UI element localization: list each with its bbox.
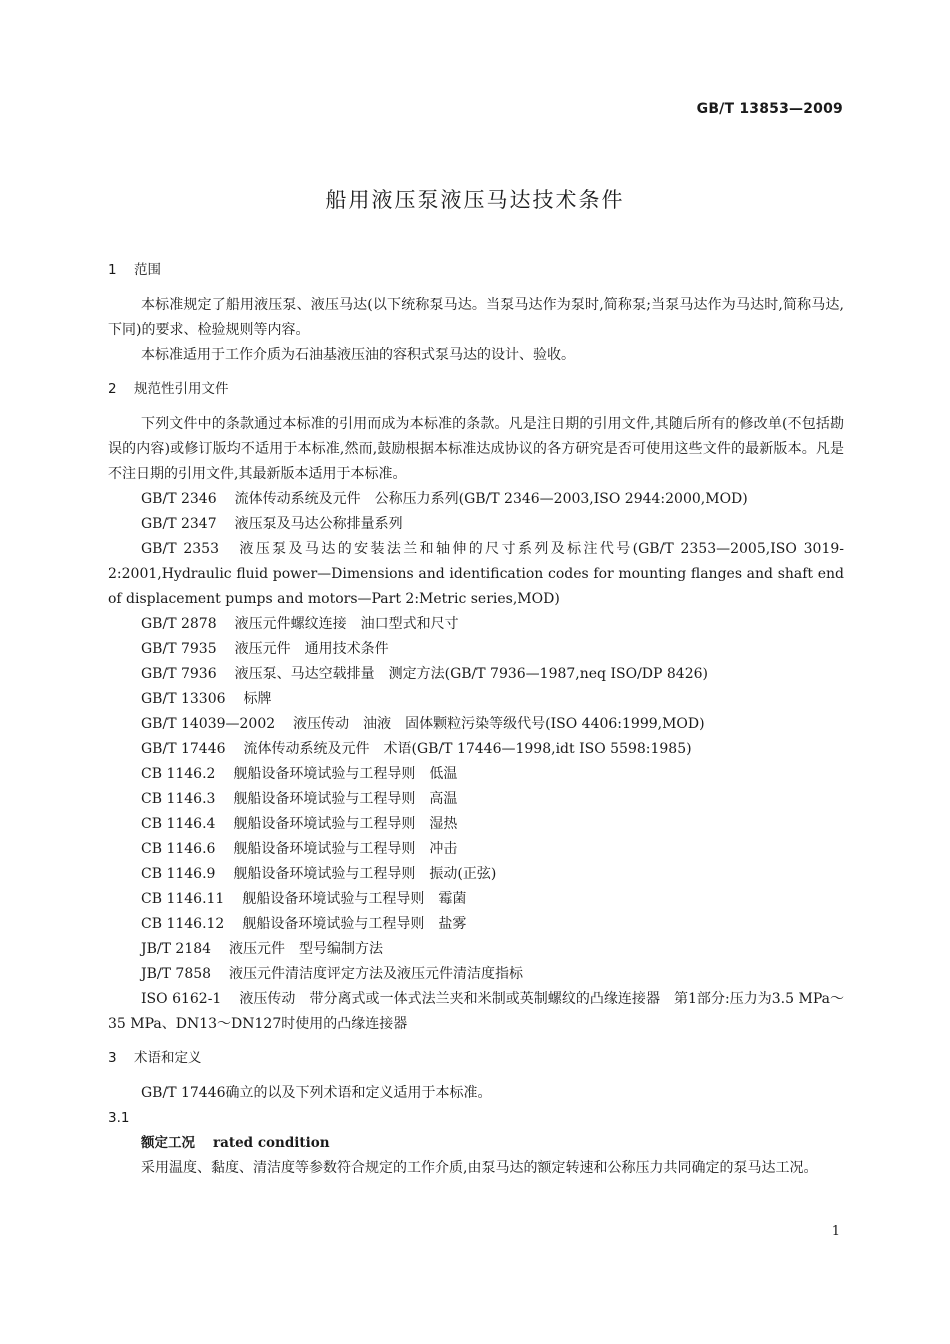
term-heading <box>108 1131 844 1156</box>
reference-code: GB/T 14039—2002 <box>141 716 276 732</box>
reference-code: CB 1146.12 <box>141 916 225 932</box>
reference-item <box>108 737 844 762</box>
reference-code: GB/T 2346 <box>141 491 217 507</box>
reference-item <box>108 787 844 812</box>
reference-item <box>108 887 844 912</box>
reference-text: 流体传动系统及元件 术语(GB/T 17446—1998,idt ISO 5598:1985) <box>243 741 692 757</box>
reference-item <box>108 612 844 637</box>
reference-text: 标牌 <box>243 691 272 707</box>
reference-code: GB/T 7936 <box>141 666 217 682</box>
reference-code: CB 1146.3 <box>141 791 216 807</box>
reference-text: 流体传动系统及元件 公称压力系列(GB/T 2346—2003,ISO 2944:2000,MOD) <box>234 491 748 507</box>
standard-code: GB/T 13853—2009 <box>696 101 843 117</box>
reference-item <box>108 812 844 837</box>
reference-code: CB 1146.9 <box>141 866 216 882</box>
paragraph: 下列文件中的条款通过本标准的引用而成为本标准的条款。凡是注日期的引用文件,其随后所有的修改单(不包括勘误的内容)或修订版均不适用于本标准,然而,鼓励根据本标准达成协议的各方研究是否可使用这些文件的最新版本。凡是不注日期的引用文件,其最新版本适用于本标准。 <box>108 416 844 482</box>
reference-code: GB/T 2353 <box>141 541 219 557</box>
paragraph: 本标准适用于工作介质为石油基液压油的容积式泵马达的设计、验收。 <box>141 347 575 363</box>
term-definition: 采用温度、黏度、清洁度等参数符合规定的工作介质,由泵马达的额定转速和公称压力共同确定的泵马达工况。 <box>141 1160 818 1176</box>
term-english: rated condition <box>213 1135 330 1151</box>
reference-code: JB/T 7858 <box>141 966 212 982</box>
reference-item <box>108 762 844 787</box>
reference-item <box>108 837 844 862</box>
reference-item <box>108 862 844 887</box>
reference-text: 液压传动 带分离式或一体式法兰夹和米制或英制螺纹的凸缘连接器 第1部分:压力为3.5 MPa～35 MPa、DN13～DN127时使用的凸缘连接器 <box>108 991 844 1032</box>
reference-list <box>108 487 844 1037</box>
reference-code: CB 1146.4 <box>141 816 216 832</box>
reference-code: ISO 6162-1 <box>141 991 222 1007</box>
section-1-heading <box>108 258 844 283</box>
reference-item <box>108 987 844 1037</box>
paragraph: GB/T 17446确立的以及下列术语和定义适用于本标准。 <box>141 1085 492 1101</box>
reference-text: 液压泵、马达空载排量 测定方法(GB/T 7936—1987,neq ISO/DP 8426) <box>234 666 708 682</box>
paragraph: 本标准规定了船用液压泵、液压马达(以下统称泵马达。当泵马达作为泵时,简称泵;当泵马达作为马达时,简称马达,下同)的要求、检验规则等内容。 <box>108 297 844 338</box>
reference-item <box>108 662 844 687</box>
reference-text: 液压传动 油液 固体颗粒污染等级代号(ISO 4406:1999,MOD) <box>293 716 705 732</box>
reference-text: 舰船设备环境试验与工程导则 低温 <box>233 766 458 782</box>
reference-item <box>108 637 844 662</box>
reference-text: 液压元件 型号编制方法 <box>229 941 384 957</box>
reference-text: 舰船设备环境试验与工程导则 湿热 <box>233 816 458 832</box>
reference-item <box>108 937 844 962</box>
reference-item <box>108 962 844 987</box>
reference-text: 舰船设备环境试验与工程导则 冲击 <box>233 841 458 857</box>
reference-text: 舰船设备环境试验与工程导则 高温 <box>233 791 458 807</box>
reference-item <box>108 512 844 537</box>
reference-text: 液压泵及马达的安装法兰和轴伸的尺寸系列及标注代号(GB/T 2353—2005,ISO 3019-2:2001,Hydraulic fluid power—Dimensions and identification codes for mounting flanges and shaft end of displacement pumps and motors—Part 2:Metric series,MOD) <box>108 541 844 607</box>
clause-number: 3.1 <box>108 1110 130 1126</box>
section-title: 范围 <box>134 262 161 278</box>
reference-code: CB 1146.6 <box>141 841 216 857</box>
reference-item <box>108 912 844 937</box>
reference-text: 舰船设备环境试验与工程导则 盐雾 <box>242 916 467 932</box>
reference-code: GB/T 17446 <box>141 741 226 757</box>
term-chinese: 额定工况 <box>141 1135 195 1151</box>
reference-text: 液压元件螺纹连接 油口型式和尺寸 <box>234 616 459 632</box>
reference-text: 液压元件清洁度评定方法及液压元件清洁度指标 <box>229 966 524 982</box>
reference-item <box>108 712 844 737</box>
document-title: 船用液压泵液压马达技术条件 <box>325 188 625 212</box>
reference-text: 液压元件 通用技术条件 <box>234 641 389 657</box>
reference-code: CB 1146.11 <box>141 891 225 907</box>
reference-code: GB/T 2878 <box>141 616 217 632</box>
reference-code: GB/T 7935 <box>141 641 217 657</box>
reference-code: JB/T 2184 <box>141 941 212 957</box>
document-body <box>108 258 844 1181</box>
page-number: 1 <box>831 1224 840 1239</box>
reference-item <box>108 537 844 612</box>
reference-item <box>108 487 844 512</box>
section-number: 3 <box>108 1050 117 1066</box>
reference-item <box>108 687 844 712</box>
reference-code: GB/T 13306 <box>141 691 226 707</box>
reference-text: 舰船设备环境试验与工程导则 振动(正弦) <box>233 866 497 882</box>
section-title: 术语和定义 <box>134 1050 202 1066</box>
section-number: 2 <box>108 381 117 397</box>
section-title: 规范性引用文件 <box>134 381 229 397</box>
section-3-heading <box>108 1046 844 1071</box>
reference-text: 舰船设备环境试验与工程导则 霉菌 <box>242 891 467 907</box>
reference-code: CB 1146.2 <box>141 766 216 782</box>
section-2-heading <box>108 377 844 402</box>
section-number: 1 <box>108 262 117 278</box>
reference-code: GB/T 2347 <box>141 516 217 532</box>
reference-text: 液压泵及马达公称排量系列 <box>234 516 403 532</box>
